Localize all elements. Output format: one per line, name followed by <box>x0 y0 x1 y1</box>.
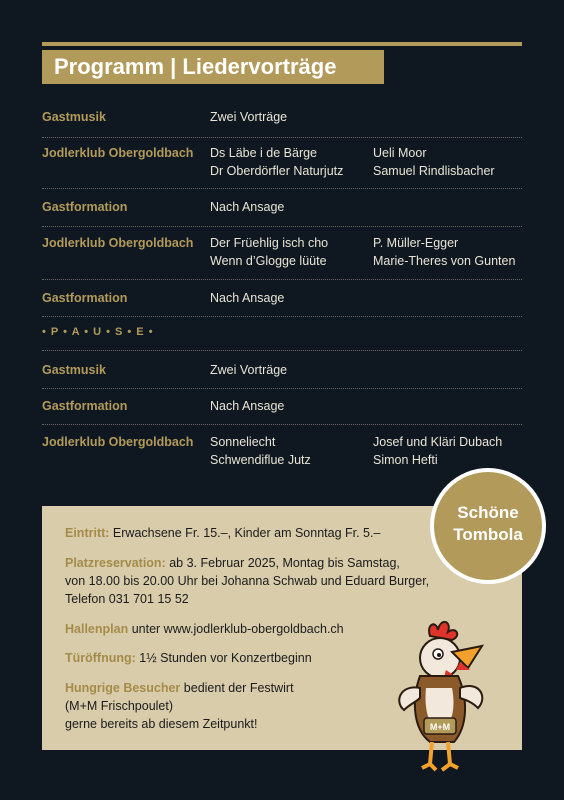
hungrig-info <box>65 679 294 733</box>
platz-text: von 18.00 bis 20.00 Uhr bei Johanna Schwab und Eduard Burger, <box>65 574 430 588</box>
tuer-label: Türöffnung: <box>65 651 136 665</box>
eintritt-info <box>65 524 380 542</box>
performer: Jodlerklub Obergoldbach <box>42 435 194 449</box>
hallen-text: unter www.jodlerklub-obergoldbach.ch <box>131 622 344 636</box>
performer: Gastformation <box>42 291 128 305</box>
composer: P. Müller-Egger <box>373 236 459 250</box>
song: Sonneliecht <box>210 435 276 449</box>
song: Nach Ansage <box>210 200 285 214</box>
song: Wenn d’Glogge lüüte <box>210 254 327 268</box>
platz-text: Telefon 031 701 15 52 <box>65 592 189 606</box>
composer: Simon Hefti <box>373 453 438 467</box>
song: Nach Ansage <box>210 291 285 305</box>
divider <box>42 424 522 425</box>
song: Zwei Vorträge <box>210 110 288 124</box>
tuer-info <box>65 649 312 667</box>
tombola-badge <box>430 468 546 584</box>
divider <box>42 279 522 280</box>
divider <box>42 350 522 351</box>
song: Nach Ansage <box>210 399 285 413</box>
song: Schwendiflue Jutz <box>210 453 311 467</box>
hungrig-text: (M+M Frischpoulet) <box>65 699 174 713</box>
top-rule <box>42 42 522 46</box>
rooster-mascot-icon <box>390 618 490 778</box>
composer: Samuel Rindlisbacher <box>373 164 495 178</box>
composer: Marie-Theres von Gunten <box>373 254 516 268</box>
hungrig-text: bedient der Festwirt <box>183 681 294 695</box>
pause-label: • P • A • U • S • E • <box>42 326 154 338</box>
eintritt-text: Erwachsene Fr. 15.–, Kinder am Sonntag Fr. 5.– <box>112 526 381 540</box>
platz-text: ab 3. Februar 2025, Montag bis Samstag, <box>169 556 400 570</box>
eintritt-label: Eintritt: <box>65 526 110 540</box>
mascot-label: M+M <box>429 722 451 732</box>
composer: Josef und Kläri Dubach <box>373 435 503 449</box>
performer: Jodlerklub Obergoldbach <box>42 236 194 250</box>
page-title: Programm | Liedervorträge <box>42 50 384 84</box>
hallen-label: Hallenplan <box>65 622 129 636</box>
song: Ds Läbe i de Bärge <box>210 146 318 160</box>
badge-line: Tombola <box>453 525 523 544</box>
performer: Gastmusik <box>42 363 106 377</box>
hallen-info <box>65 620 344 638</box>
performer: Gastformation <box>42 399 128 413</box>
performer: Gastmusik <box>42 110 106 124</box>
composer: Ueli Moor <box>373 146 427 160</box>
divider <box>42 226 522 227</box>
divider <box>42 137 522 138</box>
divider <box>42 316 522 317</box>
performer: Gastformation <box>42 200 128 214</box>
tuer-text: 1½ Stunden vor Konzertbeginn <box>139 651 312 665</box>
performer: Jodlerklub Obergoldbach <box>42 146 194 160</box>
platz-label: Platzreservation: <box>65 556 166 570</box>
divider <box>42 188 522 189</box>
song: Der Früehlig isch cho <box>210 236 329 250</box>
song: Zwei Vorträge <box>210 363 288 377</box>
divider <box>42 388 522 389</box>
badge-line: Schöne <box>457 503 519 522</box>
platz-info <box>65 554 429 608</box>
song: Dr Oberdörfler Naturjutz <box>210 164 344 178</box>
hungrig-label: Hungrige Besucher <box>65 681 181 695</box>
hungrig-text: gerne bereits ab diesem Zeitpunkt! <box>65 717 258 731</box>
